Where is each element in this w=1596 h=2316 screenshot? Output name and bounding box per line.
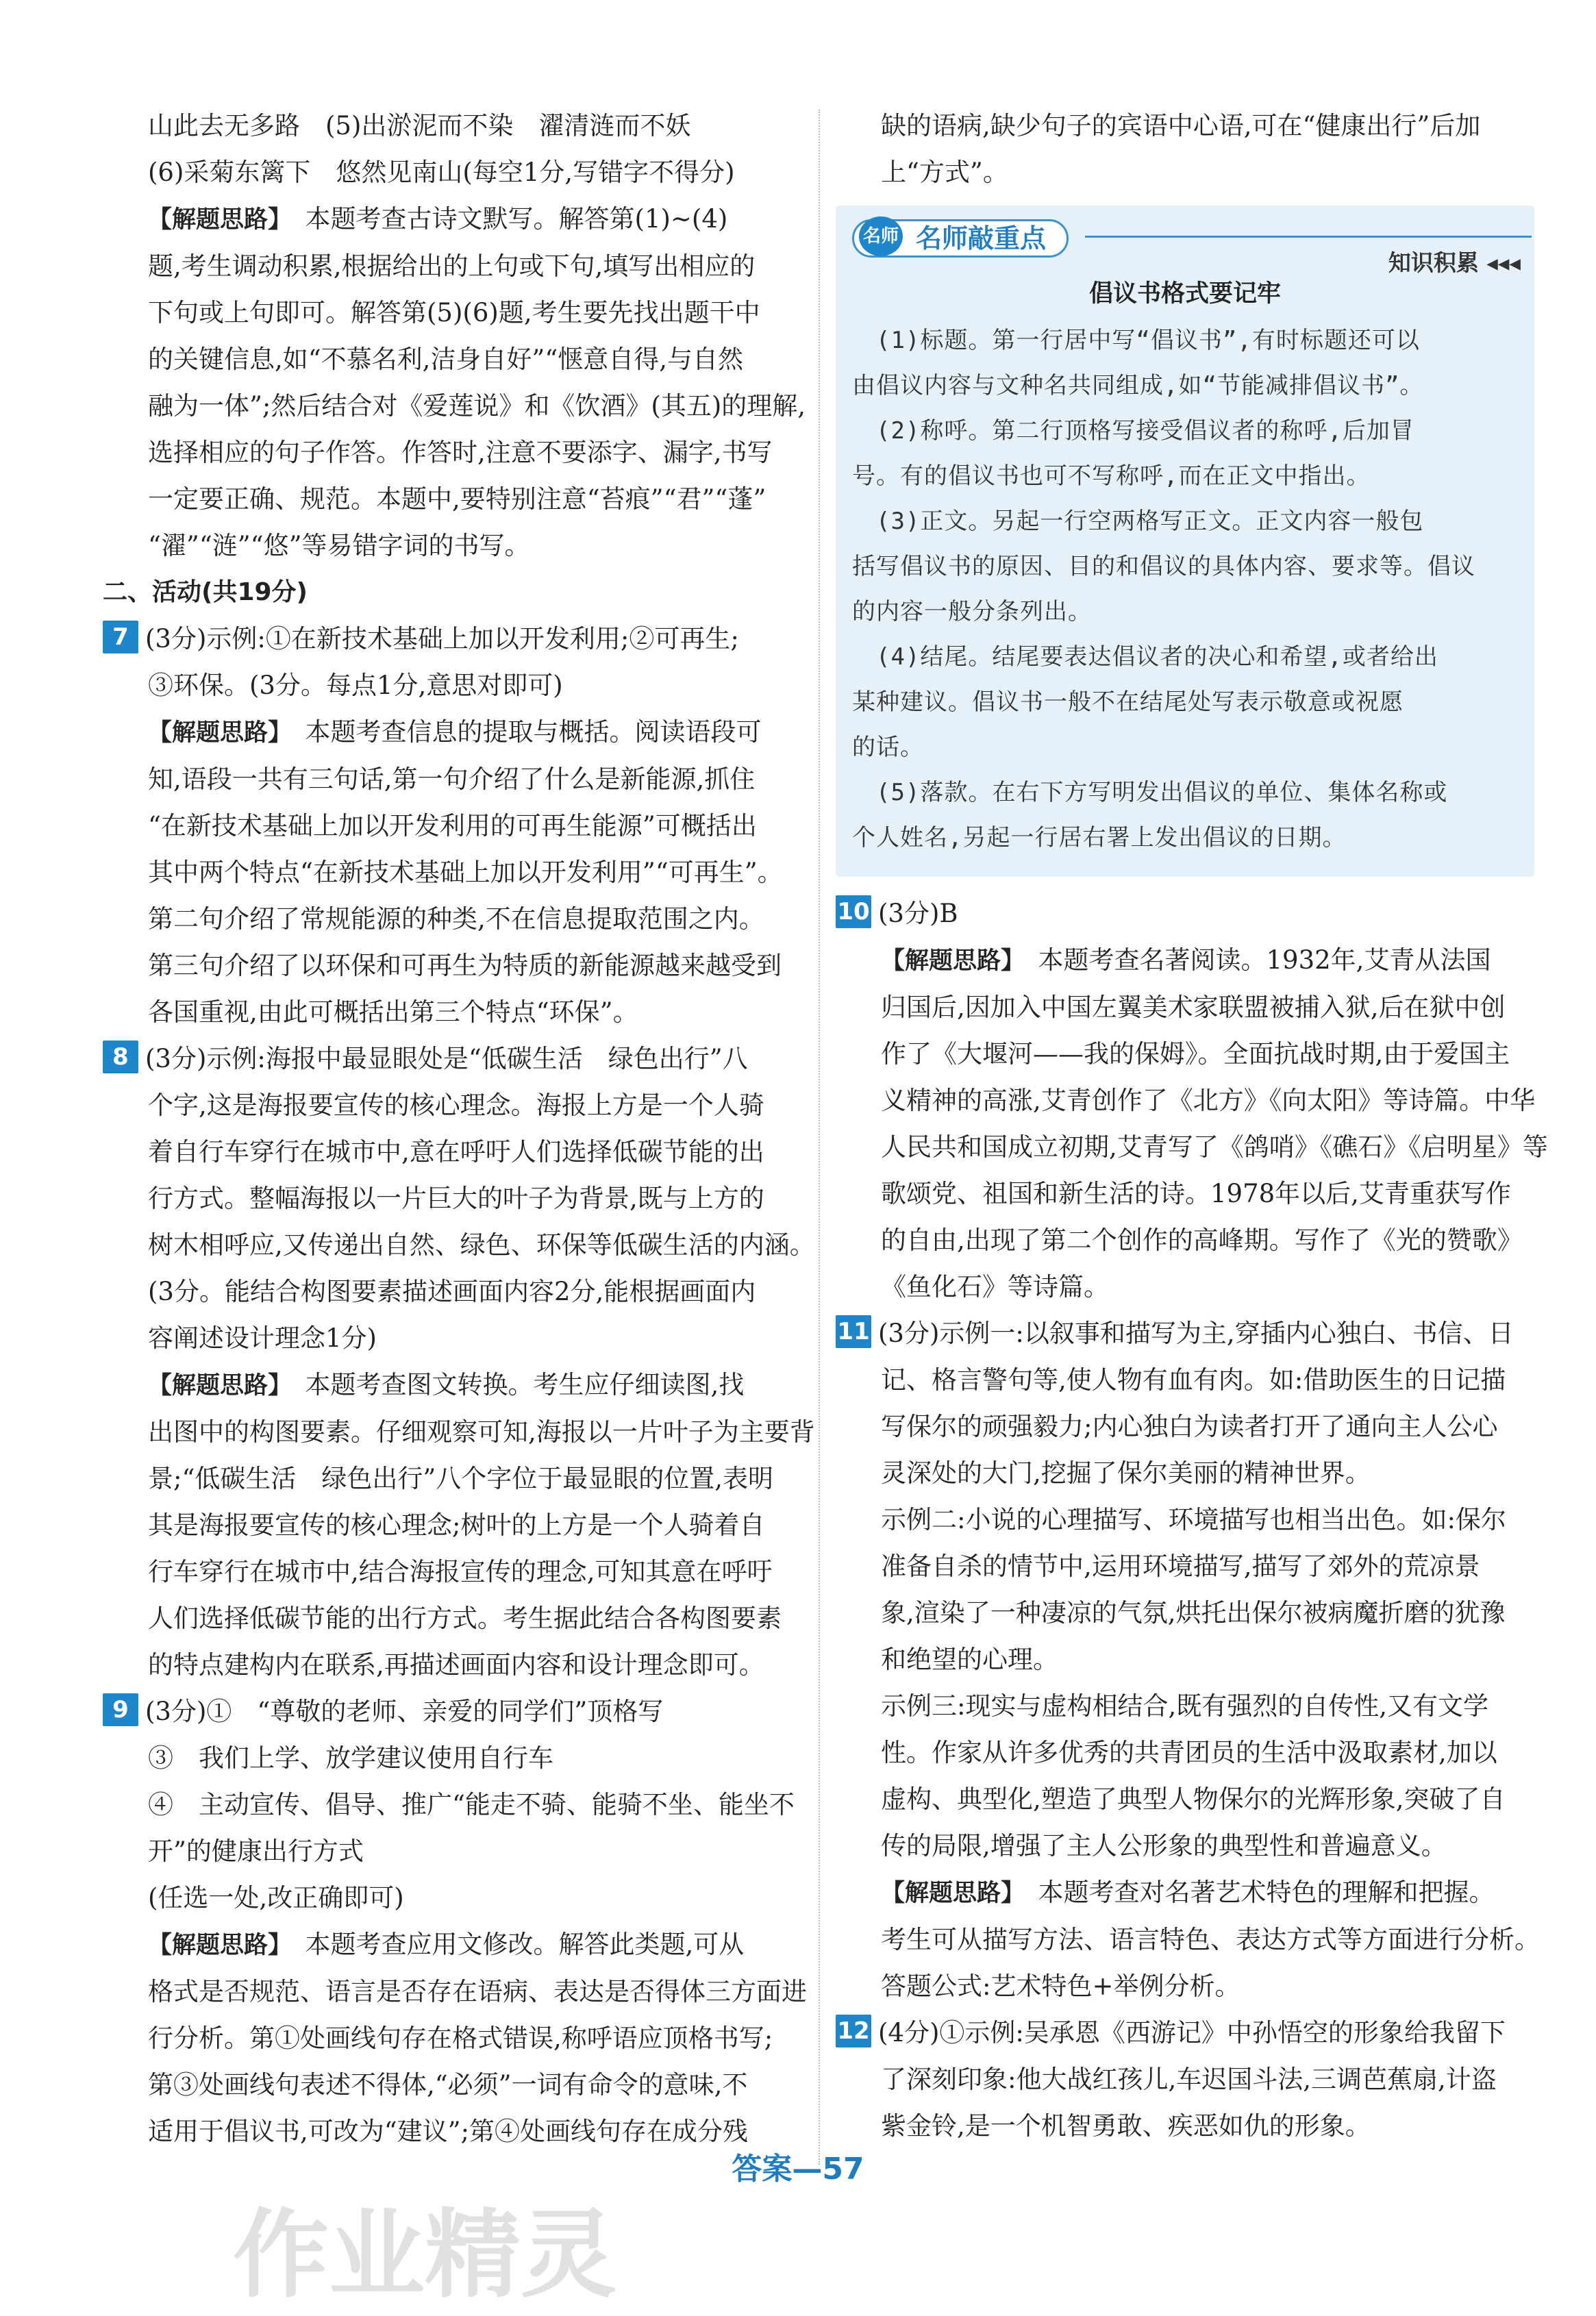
think-line: 歌颂党、祖国和新生活的诗。1978年以后,艾青重获写作 [881, 1179, 1511, 1208]
think-line: 适用于倡议书,可改为“建议”;第④处画线句存在成分残 [148, 2117, 749, 2146]
think-line: 答题公式:艺术特色+举例分析。 [881, 1971, 1240, 2001]
tip-line: (5)落款。在右下方写明发出倡议的单位、集体名称或 [852, 779, 1448, 806]
teacher-icon: 名师 [859, 216, 903, 256]
answer-line: ④ 主动宣传、倡导、推广“能走不骑、能骑不坐、能坐不 [148, 1790, 795, 1819]
question-line [103, 1689, 801, 1735]
answer-line: 个字,这是海报要宣传的核心理念。海报上方是一个人骑 [148, 1091, 764, 1120]
think-line: 第③处画线句表述不得体,“必须”一词有命令的意味,不 [148, 2070, 748, 2100]
think-line: 出图中的构图要素。仔细观察可知,海报以一片叶子为主要背 [148, 1417, 815, 1447]
think-label: 【解题思路】 [148, 1372, 280, 1399]
tip-line: (2)称呼。第二行顶格写接受倡议者的称呼,后加冒 [852, 417, 1414, 445]
tip-line: (4)结尾。结尾要表达倡议者的决心和希望,或者给出 [852, 643, 1438, 671]
think-line: 第二句介绍了常规能源的种类,不在信息提取范围之内。 [148, 904, 764, 934]
question-number-badge: 9 [103, 1693, 138, 1726]
think-line: 义精神的高涨,艾青创作了《北方》《向太阳》等诗篇。中华 [881, 1086, 1536, 1115]
question-line [836, 2010, 1534, 2056]
think-line: 融为一体”;然后结合对《爱莲说》和《饮酒》(其五)的理解, [148, 391, 806, 421]
question-number-badge: 11 [836, 1315, 871, 1348]
think-label: 【解题思路】 [148, 719, 280, 747]
think-line [103, 1362, 801, 1409]
think-text: 本题考查古诗文默写。解答第(1)~(4) [279, 204, 728, 234]
answer-line: 行方式。整幅海报以一片巨大的叶子为背景,既与上方的 [148, 1184, 764, 1213]
answer-text: (3分)示例:海报中最显眼处是“低碳生活 绿色出行”八 [145, 1044, 748, 1073]
answer-line: 记、格言警句等,使人物有血有肉。如:借助医生的日记描 [881, 1365, 1506, 1395]
think-line [836, 937, 1534, 984]
think-line [836, 1869, 1534, 1917]
watermark-logo: 作业精灵 [233, 2200, 617, 2311]
answer-line: 写保尔的顽强毅力;内心独白为读者打开了通向主人公心 [881, 1412, 1498, 1441]
think-line [103, 709, 801, 756]
think-line: 一定要正确、规范。本题中,要特别注意“苔痕”“君”“蓬” [148, 484, 766, 514]
answer-line: 开”的健康出行方式 [148, 1836, 364, 1866]
think-line: 作了《大堰河——我的保姆》。全面抗战时期,由于爱国主 [881, 1039, 1510, 1069]
answer-line: 树木相呼应,又传递出自然、绿色、环保等低碳生活的内涵。 [148, 1230, 815, 1260]
think-text: 本题考查应用文修改。解答此类题,可从 [279, 1930, 745, 1959]
think-text: 本题考查名著阅读。1932年,艾青从法国 [1012, 945, 1491, 975]
think-line: 第三句介绍了以环保和可再生为特质的新能源越来越受到 [148, 951, 782, 980]
think-line: 下句或上句即可。解答第(5)(6)题,考生要先找出题干中 [148, 298, 760, 327]
answer-text: (3分)① “尊敬的老师、亲爱的同学们”顶格写 [145, 1697, 664, 1726]
page-number: 答案—57 [732, 2152, 864, 2187]
think-line: “在新技术基础上加以开发利用的可再生能源”可概括出 [148, 811, 757, 841]
think-text: 本题考查图文转换。考生应仔细读图,找 [279, 1370, 745, 1399]
think-text: 本题考查信息的提取与概括。阅读语段可 [279, 717, 762, 747]
answer-text: (4分)①示例:吴承恩《西游记》中孙悟空的形象给我留下 [878, 2018, 1506, 2047]
answer-line: (6)采菊东篱下 悠然见南山(每空1分,写错字不得分) [148, 158, 735, 187]
think-line: 的特点建构内在联系,再描述画面内容和设计理念即可。 [148, 1650, 764, 1680]
answer-line: 示例三:现实与虚构相结合,既有强烈的自传性,又有文学 [881, 1691, 1488, 1721]
tip-title: 倡议书格式要记牢 [1088, 280, 1281, 308]
think-label: 【解题思路】 [881, 947, 1013, 975]
answer-line: (任选一处,改正确即可) [148, 1883, 404, 1913]
answer-line: 和绝望的心理。 [881, 1645, 1058, 1674]
tip-line: 的内容一般分条列出。 [852, 598, 1092, 625]
question-line [103, 1036, 801, 1082]
tip-line: 的话。 [852, 734, 924, 761]
tip-line: (1)标题。第一行居中写“倡议书”,有时标题还可以 [852, 327, 1420, 354]
think-line: 选择相应的句子作答。作答时,注意不要添字、漏字,书写 [148, 438, 773, 467]
think-line: 的关键信息,如“不慕名利,洁身自好”“惬意自得,与自然 [148, 345, 744, 374]
answer-line: 灵深处的大门,挖掘了保尔美丽的精神世界。 [881, 1458, 1371, 1488]
think-line: 考生可从描写方法、语言特色、表达方式等方面进行分析。 [881, 1925, 1540, 1954]
answer-text: (3分)B [878, 899, 958, 928]
answer-line: 象,渲染了一种凄凉的气氛,烘托出保尔被病魔折磨的犹豫 [881, 1598, 1506, 1628]
answer-line: 紫金铃,是一个机智勇敢、疾恶如仇的形象。 [881, 2111, 1371, 2141]
question-number-badge: 7 [103, 621, 138, 653]
think-text: 本题考查对名著艺术特色的理解和把握。 [1012, 1878, 1495, 1907]
think-line [103, 1921, 801, 1969]
section-heading: 二、活动(共19分) [103, 578, 308, 606]
think-line: “濯”“涟”“悠”等易错字词的书写。 [148, 531, 530, 560]
column-divider [819, 110, 820, 2165]
think-line: 知,语段一共有三句话,第一句介绍了什么是新能源,抓住 [148, 764, 756, 794]
answer-text: (3分)示例:①在新技术基础上加以开发利用;②可再生; [145, 624, 739, 653]
think-line: 行分析。第①处画线句存在格式错误,称呼语应顶格书写; [148, 2024, 773, 2053]
answer-line: 示例二:小说的心理描写、环境描写也相当出色。如:保尔 [881, 1505, 1506, 1534]
think-line: 题,考生调动积累,根据给出的上句或下句,填写出相应的 [148, 251, 756, 281]
right-column [836, 103, 1548, 2150]
left-column [103, 103, 815, 2155]
think-line: 归国后,因加入中国左翼美术家联盟被捕入狱,后在狱中创 [881, 993, 1506, 1022]
answer-line: 传的局限,增强了主人公形象的典型性和普遍意义。 [881, 1831, 1447, 1860]
answer-line: (3分。能结合构图要素描述画面内容2分,能根据画面内 [148, 1277, 756, 1306]
answer-line: 山此去无多路 (5)出淤泥而不染 濯清涟而不妖 [148, 111, 691, 140]
think-line: 《鱼化石》等诗篇。 [881, 1272, 1109, 1302]
question-line [836, 891, 1534, 937]
tip-box [836, 206, 1534, 877]
think-line: 人们选择低碳节能的出行方式。考生据此结合各构图要素 [148, 1604, 782, 1633]
answer-line: 上“方式”。 [881, 158, 1008, 187]
tip-line: 由倡议内容与文种名共同组成,如“节能减排倡议书”。 [852, 372, 1424, 399]
think-line: 人民共和国成立初期,艾青写了《鸽哨》《礁石》《启明星》等 [881, 1132, 1548, 1162]
think-line: 其中两个特点“在新技术基础上加以开发利用”“可再生”。 [148, 858, 783, 887]
think-line: 格式是否规范、语言是否存在语病、表达是否得体三方面进 [148, 1977, 807, 2006]
answer-line: 准备自杀的情节中,运用环境描写,描写了郊外的荒凉景 [881, 1552, 1480, 1581]
answer-line: 了深刻印象:他大战红孩儿,车迟国斗法,三调芭蕉扇,计盗 [881, 2065, 1497, 2094]
think-line: 其是海报要宣传的核心理念;树叶的上方是一个人骑着自 [148, 1510, 765, 1540]
tip-banner-title: 名师敲重点 [852, 219, 1069, 258]
answer-text: (3分)示例一:以叙事和描写为主,穿插内心独白、书信、日 [878, 1319, 1514, 1348]
think-line: 景;“低碳生活 绿色出行”八个字位于最显眼的位置,表明 [148, 1464, 774, 1493]
question-number-badge: 12 [836, 2015, 871, 2047]
tip-line: 号。有的倡议书也可不写称呼,而在正文中指出。 [852, 462, 1371, 490]
answer-line: ③环保。(3分。每点1分,意思对即可) [148, 671, 563, 700]
think-label: 【解题思路】 [148, 1932, 280, 1959]
think-label: 【解题思路】 [148, 206, 280, 234]
answer-line: 着自行车穿行在城市中,意在呼吁人们选择低碳节能的出 [148, 1137, 764, 1167]
answer-line: 虚构、典型化,塑造了典型人物保尔的光辉形象,突破了自 [881, 1784, 1506, 1814]
tip-line: (3)正文。另起一行空两格写正文。正文内容一般包 [852, 508, 1424, 535]
think-line: 的自由,出现了第二个创作的高峰期。写作了《光的赞歌》 [881, 1225, 1523, 1255]
tip-line: 某种建议。倡议书一般不在结尾处写表示敬意或祝愿 [852, 688, 1404, 716]
question-number-badge: 10 [836, 895, 871, 928]
question-number-badge: 8 [103, 1041, 138, 1073]
answer-line: 容阐述设计理念1分) [148, 1323, 377, 1353]
answer-line: 性。作家从许多优秀的共青团员的生活中汲取素材,加以 [881, 1738, 1497, 1767]
tip-banner-rule [1085, 236, 1532, 238]
question-line [103, 616, 801, 662]
answer-line: ③ 我们上学、放学建议使用自行车 [148, 1743, 553, 1773]
tip-line: 个人姓名,另起一行居右署上发出倡议的日期。 [852, 824, 1347, 851]
think-label: 【解题思路】 [881, 1880, 1013, 1907]
think-line [103, 196, 801, 243]
think-line: 行车穿行在城市中,结合海报宣传的理念,可知其意在呼吁 [148, 1557, 773, 1586]
answer-line: 缺的语病,缺少句子的宾语中心语,可在“健康出行”后加 [881, 111, 1481, 140]
tip-line: 括写倡议书的原因、目的和倡议的具体内容、要求等。倡议 [852, 553, 1475, 580]
question-line [836, 1310, 1534, 1357]
knowledge-tag: 知识积累 ◂◂◂ [1388, 249, 1521, 276]
think-line: 各国重视,由此可概括出第三个特点“环保”。 [148, 997, 638, 1027]
